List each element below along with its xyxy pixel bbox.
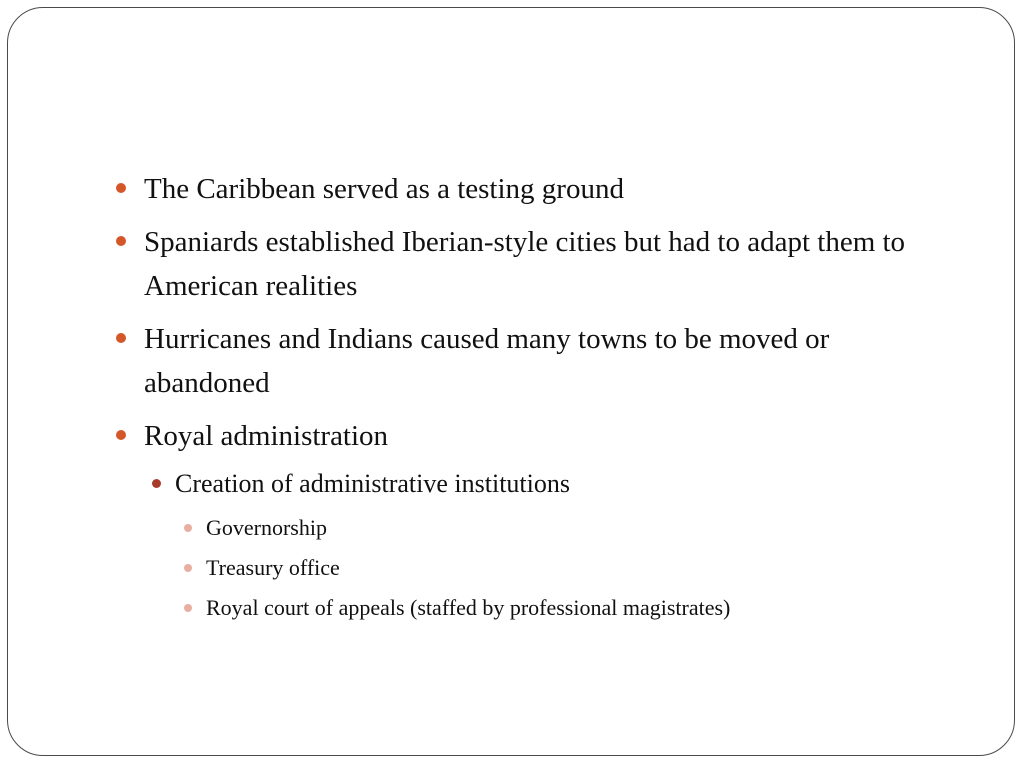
sub-sub-bullet-1 — [184, 511, 944, 545]
sub-sub-bullet-dot-icon — [184, 604, 192, 612]
bullet-4 — [116, 414, 936, 458]
bullet-2 — [116, 220, 936, 308]
bullet-text: Spaniards established Iberian-style cities but had to adapt them to American realities — [144, 226, 906, 302]
bullet-dot-icon — [116, 236, 126, 246]
bullet-dot-icon — [116, 183, 126, 193]
bullet-3 — [116, 317, 936, 405]
bullet-1 — [116, 167, 936, 211]
sub-sub-bullet-dot-icon — [184, 524, 192, 532]
sub-sub-bullet-text: Treasury office — [206, 555, 340, 580]
sub-sub-bullet-2 — [184, 551, 944, 585]
bullet-dot-icon — [116, 333, 126, 343]
sub-sub-bullet-dot-icon — [184, 564, 192, 572]
sub-bullet-dot-icon — [152, 479, 161, 488]
sub-bullet — [152, 465, 932, 503]
bullet-text: Royal administration — [144, 420, 389, 452]
bullet-text: Hurricanes and Indians caused many towns to be moved or abandoned — [144, 323, 830, 399]
sub-bullet-text: Creation of administrative institutions — [175, 469, 571, 498]
bullet-text: The Caribbean served as a testing ground — [144, 173, 624, 205]
sub-sub-bullet-text: Governorship — [206, 515, 327, 540]
bullet-dot-icon — [116, 430, 126, 440]
sub-sub-bullet-3 — [184, 591, 944, 625]
sub-sub-bullet-text: Royal court of appeals (staffed by professional magistrates) — [206, 595, 731, 620]
